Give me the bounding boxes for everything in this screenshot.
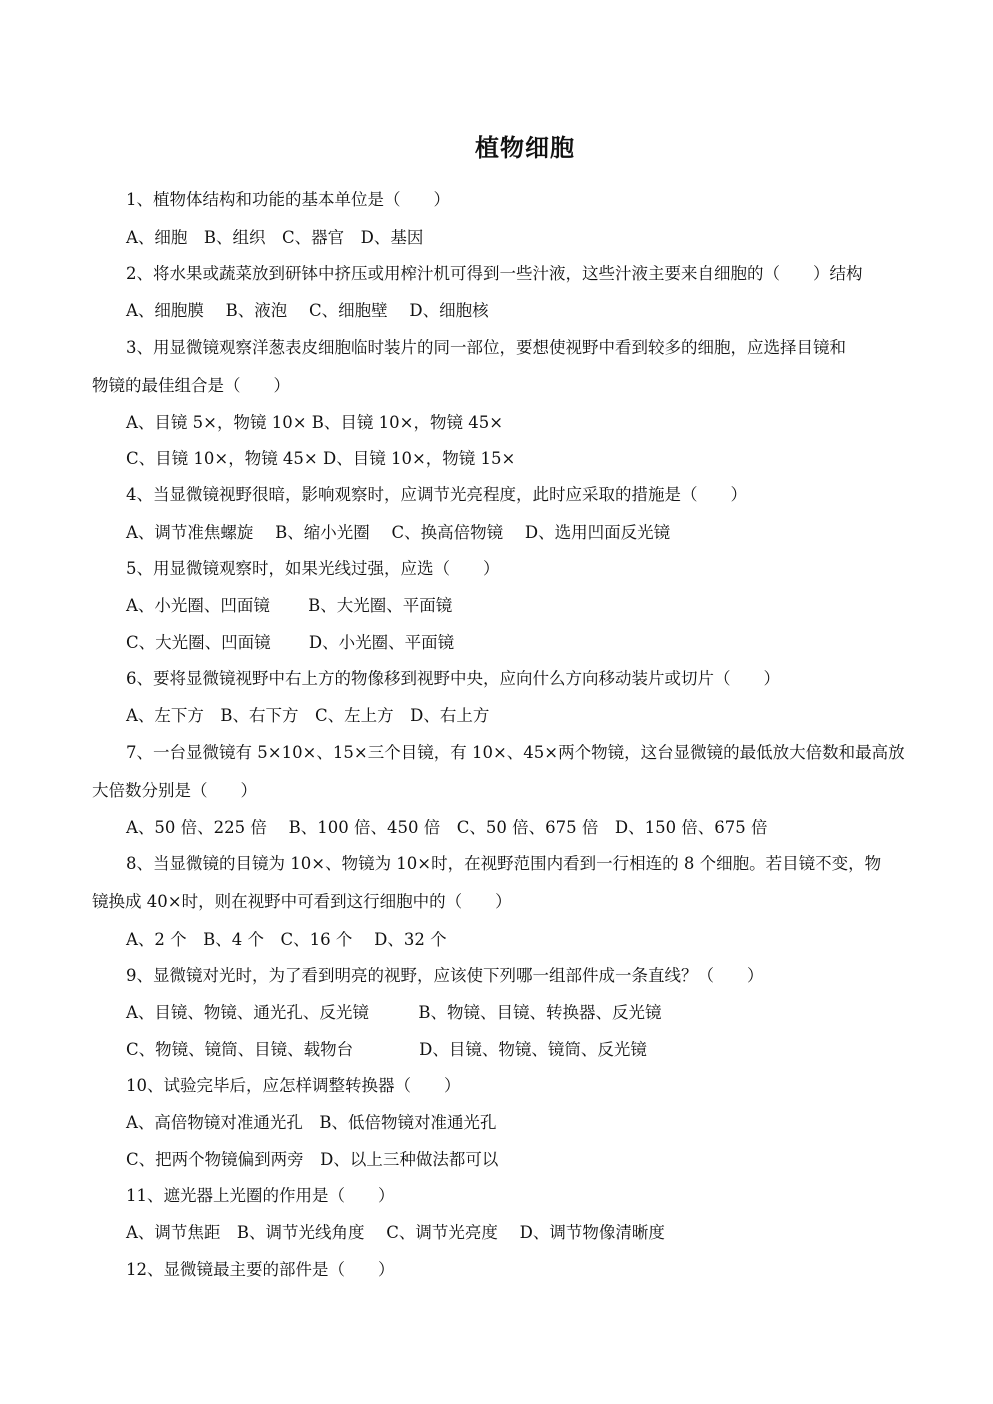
question-7-cont: 大倍数分别是（ ） xyxy=(92,781,257,800)
question-4-options: A、调节准焦螺旋 B、缩小光圈 C、换高倍物镜 D、选用凹面反光镜 xyxy=(126,523,671,542)
question-11-options: A、调节焦距 B、调节光线角度 C、调节光亮度 D、调节物像清晰度 xyxy=(126,1223,665,1242)
question-8-options: A、2 个 B、4 个 C、16 个 D、32 个 xyxy=(126,930,447,949)
question-8: 8、当显微镜的目镜为 10×、物镜为 10×时，在视野范围内看到一行相连的 8 个细胞。若目镜不变，物 xyxy=(126,854,882,873)
question-1-options: A、细胞 B、组织 C、器官 D、基因 xyxy=(126,228,424,247)
question-10-options-cd: C、把两个物镜偏到两旁 D、以上三种做法都可以 xyxy=(126,1150,499,1169)
question-8-cont: 镜换成 40×时，则在视野中可看到这行细胞中的（ ） xyxy=(92,892,512,911)
question-9: 9、显微镜对光时，为了看到明亮的视野，应该使下列哪一组部件成一条直线？（ ） xyxy=(126,966,764,985)
question-5: 5、用显微镜观察时，如果光线过强，应选（ ） xyxy=(126,559,500,578)
question-9-options-cd: C、物镜、镜筒、目镜、载物台 D、目镜、物镜、镜筒、反光镜 xyxy=(126,1040,647,1059)
question-10-options-ab: A、高倍物镜对准通光孔 B、低倍物镜对准通光孔 xyxy=(126,1113,497,1132)
question-9-options-ab: A、目镜、物镜、通光孔、反光镜 B、物镜、目镜、转换器、反光镜 xyxy=(126,1003,662,1022)
question-1: 1、植物体结构和功能的基本单位是（ ） xyxy=(126,190,450,209)
question-3: 3、用显微镜观察洋葱表皮细胞临时装片的同一部位，要想使视野中看到较多的细胞，应选择目镜和 xyxy=(126,338,846,357)
page-title: 植物细胞 xyxy=(475,133,575,162)
question-3-options-ab: A、目镜 5×，物镜 10× B、目镜 10×，物镜 45× xyxy=(126,413,504,432)
question-4: 4、当显微镜视野很暗，影响观察时，应调节光亮程度，此时应采取的措施是（ ） xyxy=(126,485,747,504)
question-2-options: A、细胞膜 B、液泡 C、细胞壁 D、细胞核 xyxy=(126,301,489,320)
question-7-options: A、50 倍、225 倍 B、100 倍、450 倍 C、50 倍、675 倍 D、150 倍、675 倍 xyxy=(126,818,768,837)
question-12: 12、显微镜最主要的部件是（ ） xyxy=(126,1260,395,1279)
question-11: 11、遮光器上光圈的作用是（ ） xyxy=(126,1186,395,1205)
question-5-options-ab: A、小光圈、凹面镜 B、大光圈、平面镜 xyxy=(126,596,453,615)
question-2: 2、将水果或蔬菜放到研钵中挤压或用榨汁机可得到一些汁液，这些汁液主要来自细胞的（ ）结构 xyxy=(126,264,863,283)
question-6: 6、要将显微镜视野中右上方的物像移到视野中央，应向什么方向移动装片或切片（ ） xyxy=(126,669,780,688)
question-10: 10、试验完毕后，应怎样调整转换器（ ） xyxy=(126,1076,461,1095)
question-5-options-cd: C、大光圈、凹面镜 D、小光圈、平面镜 xyxy=(126,633,455,652)
question-3-options-cd: C、目镜 10×，物镜 45× D、目镜 10×，物镜 15× xyxy=(126,449,516,468)
question-7: 7、一台显微镜有 5×10×、15×三个目镜，有 10×、45×两个物镜，这台显微镜的最低放大倍数和最高放 xyxy=(126,743,905,762)
question-6-options: A、左下方 B、右下方 C、左上方 D、右上方 xyxy=(126,706,490,725)
question-3-cont: 物镜的最佳组合是（ ） xyxy=(92,376,290,395)
